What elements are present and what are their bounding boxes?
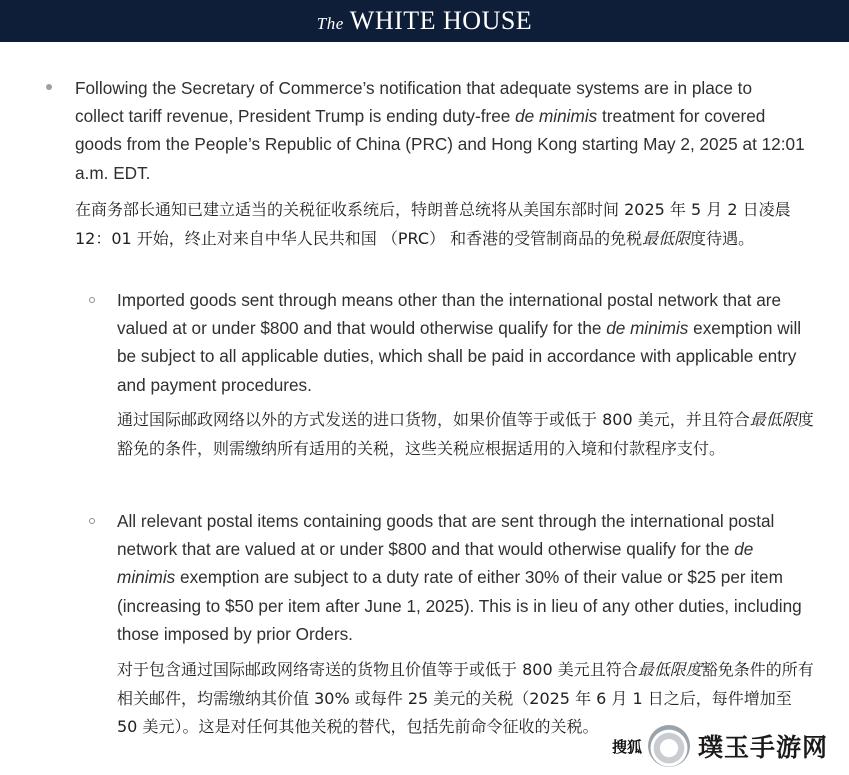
bullet-1-english: Following the Secretary of Commerce’s notification that adequate systems are in place to collect tariff revenue, President Trump is ending duty-free de minimis treatment for covered goods from the People’s Republic of China (PRC) and Hong Kong starting May 2, 2025 at 12:01 a.m. EDT.	[75, 78, 805, 183]
sub-bullet-circle-icon	[89, 297, 95, 303]
sub-bullet-1-chinese: 通过国际邮政网络以外的方式发送的进口货物，如果价值等于或低于 800 美元，并且符合最低限度豁免的条件，则需缴纳所有适用的关税，这些关税应根据适用的入境和付款程序支付。	[117, 410, 814, 458]
sub-bullet-circle-icon	[89, 518, 95, 524]
bullet-1-chinese: 在商务部长通知已建立适当的关税征收系统后，特朗普总统将从美国东部时间 2025 年 5 月 2 日凌晨 12：01 开始，终止对来自中华人民共和国 （PRC） 和香港的受管制商品的免税最低限度待遇。	[75, 200, 791, 248]
site-watermark	[612, 717, 849, 775]
brand-name: WHITE HOUSE	[349, 6, 533, 35]
watermark-search-label: 搜狐	[612, 737, 643, 756]
sub-bullet-2-chinese: 对于包含通过国际邮政网络寄送的货物且价值等于或低于 800 美元且符合最低限度豁免条件的所有相关邮件，均需缴纳其价值 30% 或每件 25 美元的关税（2025 年 6 月 1 日之后，每件增加至 50 美元）。这是对任何其他关税的替代，包括先前命令征收的关税。	[117, 660, 814, 736]
watermark-site-name: 璞玉手游网	[698, 733, 829, 762]
brand-prefix: The	[316, 14, 344, 33]
watermark-logo-icon	[648, 725, 690, 767]
sub-bullet-1-english: Imported goods sent through means other than the international postal network that are valued at or under $800 and that would otherwise qualify for the de minimis exemption will be subject to all applicable duties, which shall be paid in accordance with applicable entry and payment procedures.	[117, 290, 802, 395]
site-header	[0, 0, 849, 42]
white-house-logo[interactable]	[317, 8, 532, 34]
bullet-dot-icon	[46, 84, 52, 90]
sub-bullet-2-english: All relevant postal items containing goods that are sent through the international postal network that are valued at or under $800 and that would otherwise qualify for the de minimis exemption are subject to a duty rate of either 30% of their value or $25 per item (increasing to $50 per item after June 1, 2025). This is in lieu of any other duties, including those imposed by prior Orders.	[117, 511, 802, 644]
